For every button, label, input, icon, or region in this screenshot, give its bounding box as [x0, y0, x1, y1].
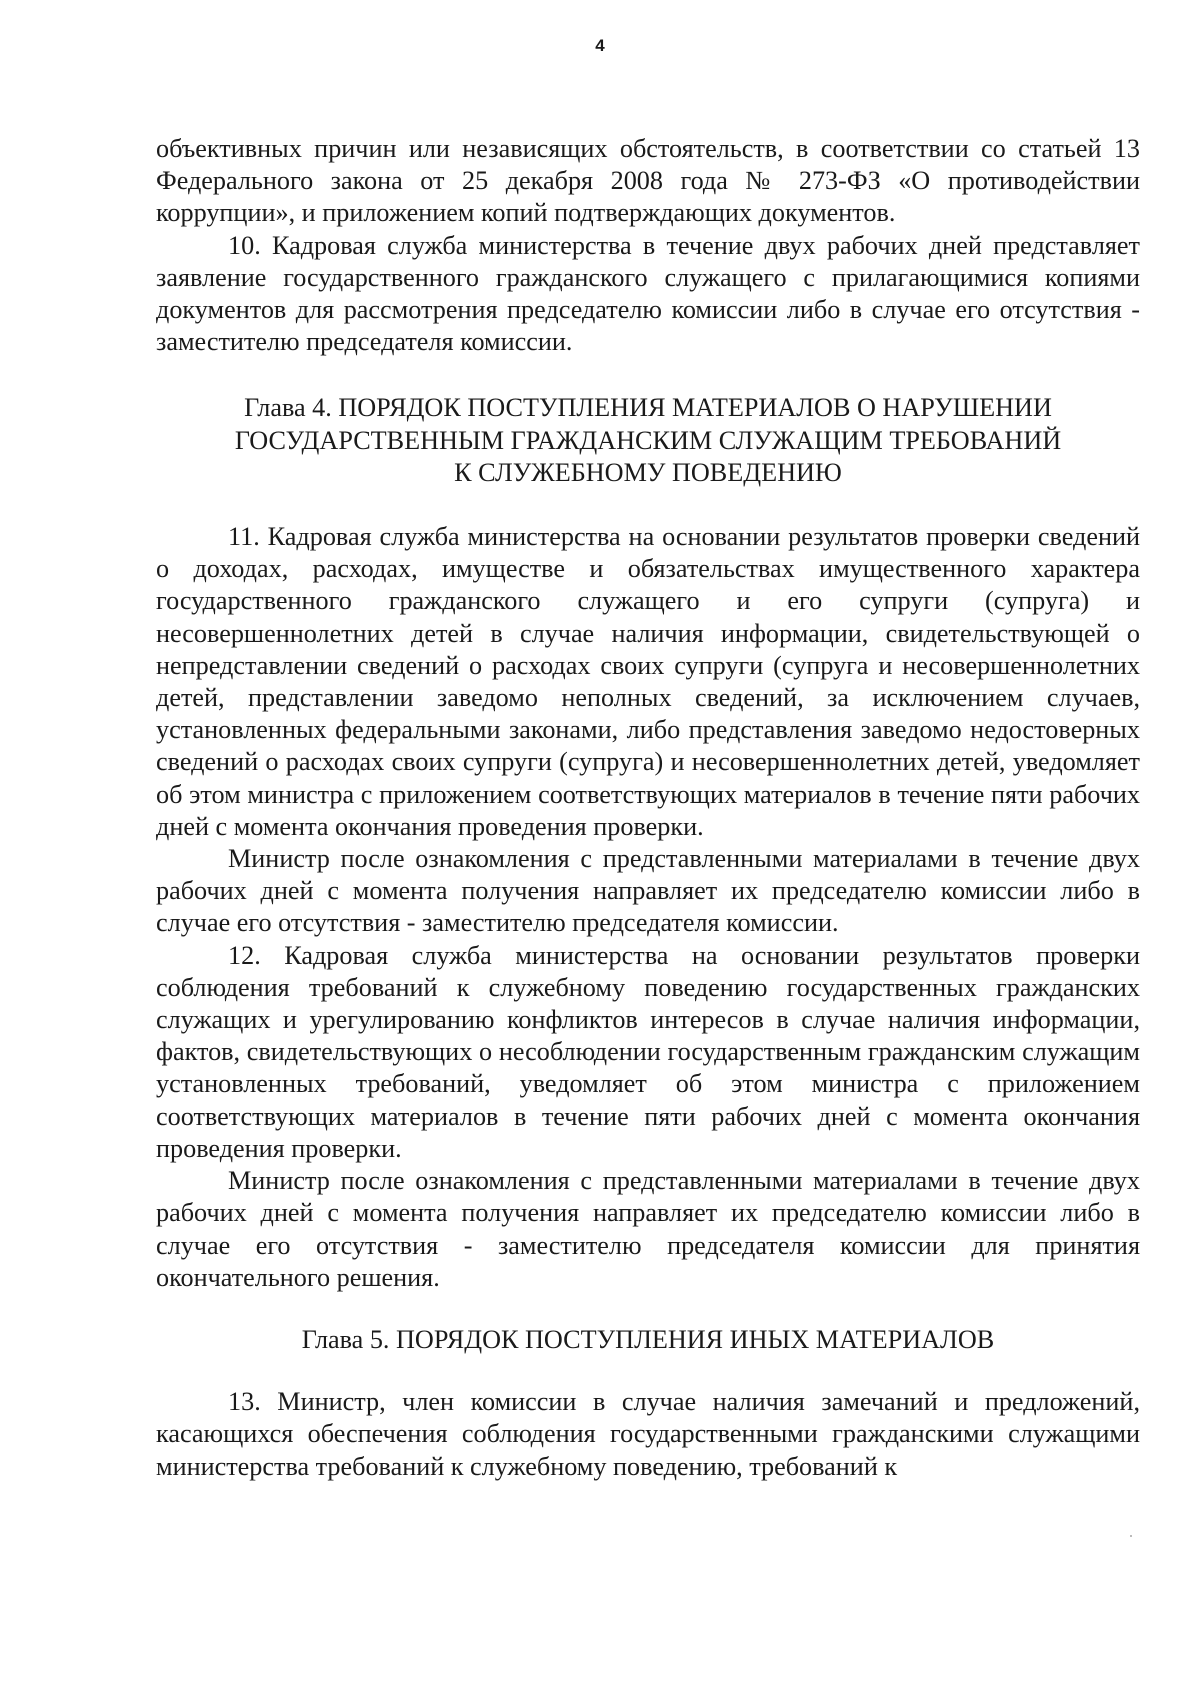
scan-artifact	[1130, 1535, 1132, 1537]
chapter-4-heading	[156, 392, 1140, 489]
paragraph-11: 11. Кадровая служба министерства на основании результатов проверки сведений о доходах, расходах, имуществе и обязательствах имущественного характера государственного гражданского служащего и его супруги (супруга) и несовершеннолетних детей в случае наличия информации, свидетельствующей о непредставлении сведений о расходах своих супруги (супруга и несовершеннолетних детей, представлении заведомо неполных сведений, за исключением случаев, установленных федеральными законами, либо представления заведомо недостоверных сведений о расходах своих супруги (супруга) и несовершеннолетних детей, уведомляет об этом министра с приложением соответствующих материалов в течение пяти рабочих дней с момента окончания проведения проверки.	[156, 522, 1140, 841]
page-number: 4	[595, 36, 605, 55]
chapter-4-heading-line-2: ГОСУДАРСТВЕННЫМ ГРАЖДАНСКИМ СЛУЖАЩИМ ТРЕБОВАНИЙ	[234, 425, 1062, 455]
document-body	[156, 133, 1140, 1483]
paragraph-continuation: объективных причин или независящих обстоятельств, в соответствии со статьей 13 Федерального закона от 25 декабря 2008 года № 273-ФЗ «О противодействии коррупции», и приложением копий подтверждающих документов.	[156, 134, 1140, 228]
paragraph-11-minister: Министр после ознакомления с представленными материалами в течение двух рабочих дней с момента получения направляет их председателю комиссии либо в случае его отсутствия - заместителю председателя комиссии.	[156, 844, 1140, 938]
paragraph-12: 12. Кадровая служба министерства на основании результатов проверки соблюдения требований к служебному поведению государственных гражданских служащих и урегулированию конфликтов интересов в случае наличия информации, фактов, свидетельствующих о несоблюдении государственным гражданским служащим установленных требований, уведомляет об этом министра с приложением соответствующих материалов в течение пяти рабочих дней с момента окончания проведения проверки.	[156, 940, 1140, 1163]
chapter-4-heading-line-3: К СЛУЖЕБНОМУ ПОВЕДЕНИЮ	[454, 457, 842, 487]
chapter-4-heading-line-1: Глава 4. ПОРЯДОК ПОСТУПЛЕНИЯ МАТЕРИАЛОВ О НАРУШЕНИИ	[244, 393, 1052, 423]
paragraph-12-minister: Министр после ознакомления с представленными материалами в течение двух рабочих дней с момента получения направляет их председателю комиссии либо в случае его отсутствия - заместителю председателя комиссии для принятия окончательного решения.	[156, 1166, 1140, 1292]
paragraph-10: 10. Кадровая служба министерства в течение двух рабочих дней представляет заявление государственного гражданского служащего с прилагающимися копиями документов для рассмотрения председателю комиссии либо в случае его отсутствия - заместителю председателя комиссии.	[156, 230, 1140, 357]
paragraph-13: 13. Министр, член комиссии в случае наличия замечаний и предложений, касающихся обеспечения соблюдения государственными гражданскими служащими министерства требований к служебному поведению, требований к	[156, 1387, 1140, 1481]
chapter-5-heading: Глава 5. ПОРЯДОК ПОСТУПЛЕНИЯ ИНЫХ МАТЕРИАЛОВ	[301, 1324, 995, 1354]
